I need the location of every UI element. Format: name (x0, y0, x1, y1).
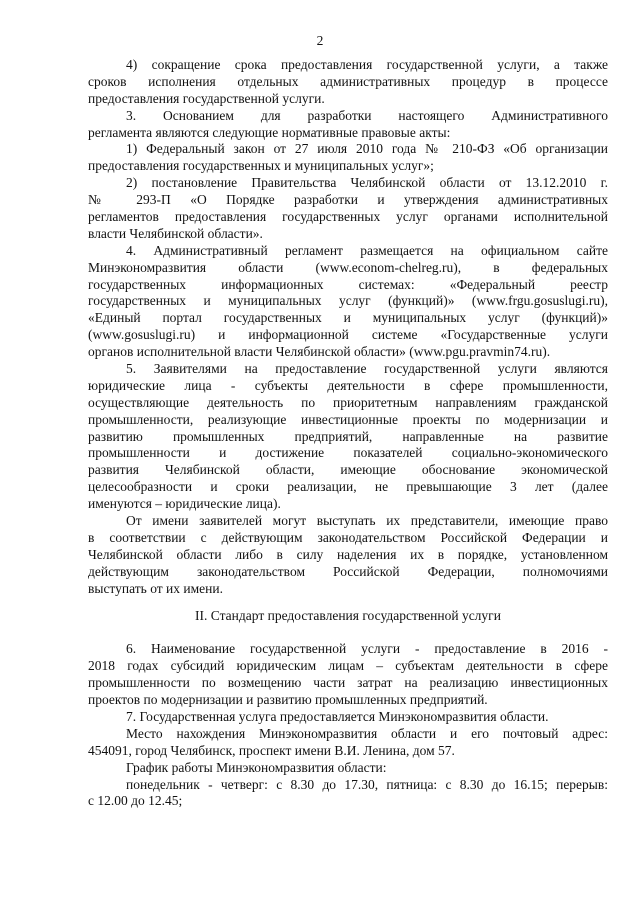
paragraph-line: 4) сокращение срока предоставления государственной услуги, а также (126, 57, 608, 72)
paragraph-line: развитию промышленных предприятий, направленные на развитие (88, 428, 608, 444)
paragraph-line: 5. Заявителями на предоставление государственной услуги являются (126, 361, 608, 377)
paragraph-line: действующим законодательством Российской Федерации, полномочиями (88, 563, 608, 579)
paragraph-line: регламента являются следующие нормативные правовые акты: (88, 124, 451, 140)
paragraph-line: органов исполнительной власти Челябинской области» (www.pgu.pravmin74.ru). (88, 344, 551, 360)
paragraph-line: «Единый портал государственных и муниципальных услуг (функций)» (88, 310, 608, 326)
paragraph-line: выступать от их имени. (88, 580, 223, 596)
paragraph-line: предоставления государственной услуги. (88, 90, 325, 106)
paragraph-line: власти Челябинской области». (88, 225, 263, 241)
paragraph-line: государственных информационных системах: «Федеральный реестр (88, 276, 608, 292)
paragraph-line: проектов по модернизации и развитию промышленных предприятий. (88, 692, 488, 708)
paragraph-line: 6. Наименование государственной услуги - предоставление в 2016 - (126, 641, 608, 657)
paragraph-line: целесообразности и сроки реализации, не превышающие 3 лет (далее (88, 479, 608, 495)
paragraph-line: (www.gosuslugi.ru) и информационной системе «Государственные услуги (88, 327, 608, 343)
paragraph-line: 2) постановление Правительства Челябинской области от 13.12.2010 г. (126, 175, 608, 191)
paragraph-line: с 12.00 до 12.45; (88, 793, 183, 809)
paragraph-line: сроков исполнения отдельных административных процедур в процессе (88, 73, 608, 89)
page-number: 2 (316, 33, 324, 48)
paragraph-line: Место нахождения Минэкономразвития области и его почтовый адрес: (126, 725, 608, 741)
paragraph-line: именуются – юридические лица). (88, 496, 281, 512)
paragraph-line: № 293-П «О Порядке разработки и утверждения административных (88, 192, 608, 208)
paragraph-line: промышленности и достижение показателей социально-экономического (88, 445, 608, 461)
paragraph-line: График работы Минэкономразвития области: (126, 759, 387, 775)
paragraph-line: промышленности по возмещению части затрат на реализацию инвестиционных (88, 675, 608, 691)
paragraph-line: промышленности, реализующие инвестиционные проекты по модернизации и (88, 411, 608, 427)
paragraph-line: От имени заявителей могут выступать их представители, имеющие право (126, 513, 608, 529)
paragraph-line: Челябинской области либо в силу наделения их в порядке, установленном (88, 546, 608, 562)
paragraph-line: 3. Основанием для разработки настоящего Административного (126, 107, 608, 123)
paragraph-line: осуществляющие деятельность по приоритетным направлениям гражданской (88, 394, 608, 410)
paragraph-line: юридические лица - субъекты деятельности в сфере промышленности, (88, 377, 608, 393)
paragraph-line: государственных и муниципальных услуг (функций)» (www.frgu.gosuslugi.ru), (88, 293, 608, 309)
paragraph-line: 7. Государственная услуга предоставляется Минэкономразвития области. (126, 708, 549, 724)
paragraph-line: понедельник - четверг: с 8.30 до 17.30, пятница: с 8.30 до 16.15; перерыв: (126, 776, 608, 792)
document-body (88, 57, 608, 810)
paragraph-line: развития Челябинской области, имеющие обоснование экономической (88, 462, 608, 478)
paragraph-line: 1) Федеральный закон от 27 июля 2010 года № 210-ФЗ «Об организации (126, 141, 608, 157)
section-heading: II. Стандарт предоставления государственной услуги (195, 607, 501, 623)
paragraph-line: предоставления государственных и муниципальных услуг»; (88, 158, 434, 174)
paragraph-line: Минэкономразвития области (www.econom-chelreg.ru), в федеральных (88, 259, 608, 275)
paragraph-line: регламентов предоставления государственных услуг органами исполнительной (88, 209, 608, 225)
paragraph-line: в соответствии с действующим законодательством Российской Федерации и (88, 529, 608, 545)
paragraph-line: 454091, город Челябинск, проспект имени В.И. Ленина, дом 57. (88, 742, 455, 758)
paragraph-line: 4. Административный регламент размещается на официальном сайте (126, 242, 608, 258)
paragraph-line: 2018 годах субсидий юридическим лицам – субъектам деятельности в сфере (88, 658, 608, 674)
